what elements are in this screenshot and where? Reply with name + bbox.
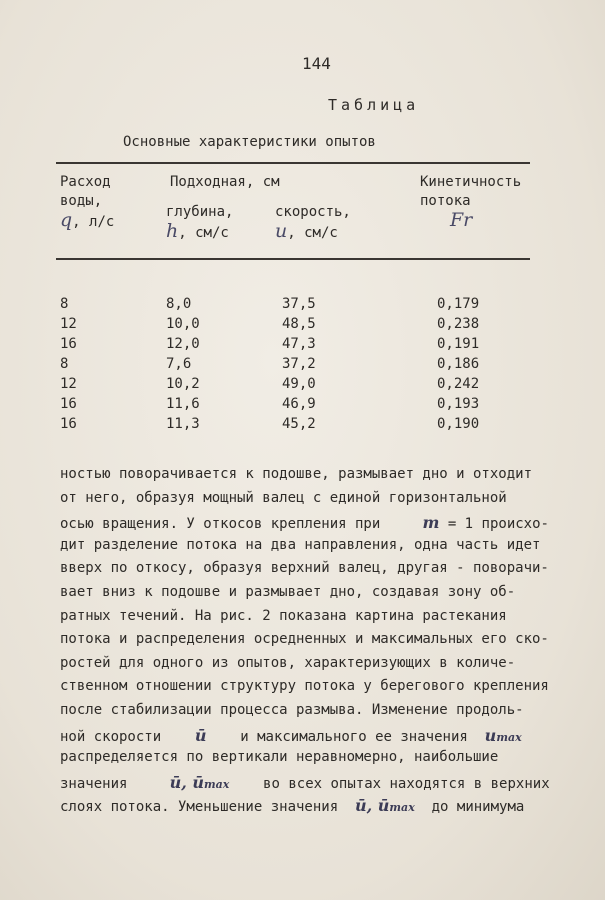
table-caption: Основные характеристики опытов	[123, 134, 376, 150]
symbol-u-mean: ū	[194, 725, 207, 745]
table-cell: 0,191	[437, 336, 480, 352]
text-line: ратных течений. На рис. 2 показана картина растекания	[60, 607, 507, 624]
text-line: осью вращения. У откосов крепления при m = 1 происхо-	[60, 513, 549, 533]
table-cell: 37,5	[282, 296, 316, 312]
table-cell: 11,6	[166, 396, 200, 412]
table-cell: 0,186	[437, 356, 480, 372]
header-depth: глубина, h, см/с	[166, 204, 234, 242]
symbol-fr: Fr	[450, 209, 473, 231]
text-line: распределяется по вертикали неравномерно, наибольшие	[60, 749, 499, 766]
table-cell: 0,179	[437, 296, 480, 312]
table-cell: 0,238	[437, 316, 480, 332]
table-top-rule	[56, 162, 530, 164]
text-line: значения ū, ūmax во всех опытах находятся в верхних	[60, 772, 550, 792]
table-cell: 48,5	[282, 316, 316, 332]
text-line: от него, образуя мощный валец с единой горизонтальной	[60, 489, 507, 506]
text-line: вает вниз к подошве и размывает дно, создавая зону об-	[60, 583, 516, 600]
text-line: слоях потока. Уменьшение значения ū, ūmax до минимума	[60, 796, 525, 816]
page-number: 144	[302, 54, 331, 73]
table-cell: 0,190	[437, 416, 480, 432]
text-line: ной скорости ū и максимального ее значения umax	[60, 725, 522, 745]
text-line: после стабилизации процесса размыва. Изменение продоль-	[60, 701, 524, 718]
text-line: потока и распределения осредненных и максимальных его ско-	[60, 631, 549, 648]
table-cell: 10,2	[166, 376, 200, 392]
table-cell: 10,0	[166, 316, 200, 332]
symbol-q: q	[60, 209, 73, 231]
table-header-rule	[56, 258, 530, 260]
symbol-u-pair: ū, ū	[355, 796, 390, 816]
table-cell: 12,0	[166, 336, 200, 352]
header-kinetic: Кинетичность потока Fr	[420, 174, 522, 231]
table-cell: 0,193	[437, 396, 480, 412]
table-cell: 49,0	[282, 376, 316, 392]
table-cell: 12	[60, 376, 77, 392]
header-velocity: скорость, u, см/с	[275, 204, 351, 242]
text-line: ственном отношении структуру потока у берегового крепления	[60, 678, 549, 695]
symbol-h: h	[166, 220, 179, 242]
symbol-u: u	[275, 220, 288, 242]
table-cell: 8	[60, 296, 69, 312]
table-cell: 7,6	[166, 356, 192, 372]
table-cell: 16	[60, 396, 77, 412]
table-cell: 47,3	[282, 336, 316, 352]
symbol-m: m	[422, 513, 440, 533]
symbol-u-pair: ū, ū	[169, 772, 204, 792]
table-cell: 8,0	[166, 296, 192, 312]
table-cell: 11,3	[166, 416, 200, 432]
table-cell: 45,2	[282, 416, 316, 432]
text-line: дит разделение потока на два направления, одна часть идет	[60, 536, 541, 553]
table-cell: 37,2	[282, 356, 316, 372]
text-line: вверх по откосу, образуя верхний валец, другая - поворачи-	[60, 560, 549, 577]
table-cell: 8	[60, 356, 69, 372]
body-paragraph	[60, 466, 570, 820]
header-flow-rate: Расход воды, q, л/с	[60, 174, 115, 231]
text-line: ностью поворачивается к подошве, размывает дно и отходит	[60, 466, 533, 482]
header-group-approach: Подходная, см	[170, 174, 280, 190]
table-cell: 46,9	[282, 396, 316, 412]
table-cell: 16	[60, 336, 77, 352]
text-line: ростей для одного из опытов, характеризующих в количе-	[60, 654, 516, 671]
symbol-u-max: u	[484, 725, 497, 745]
table-cell: 16	[60, 416, 77, 432]
table-cell: 12	[60, 316, 77, 332]
table-title: Таблица	[328, 96, 420, 114]
table-cell: 0,242	[437, 376, 480, 392]
